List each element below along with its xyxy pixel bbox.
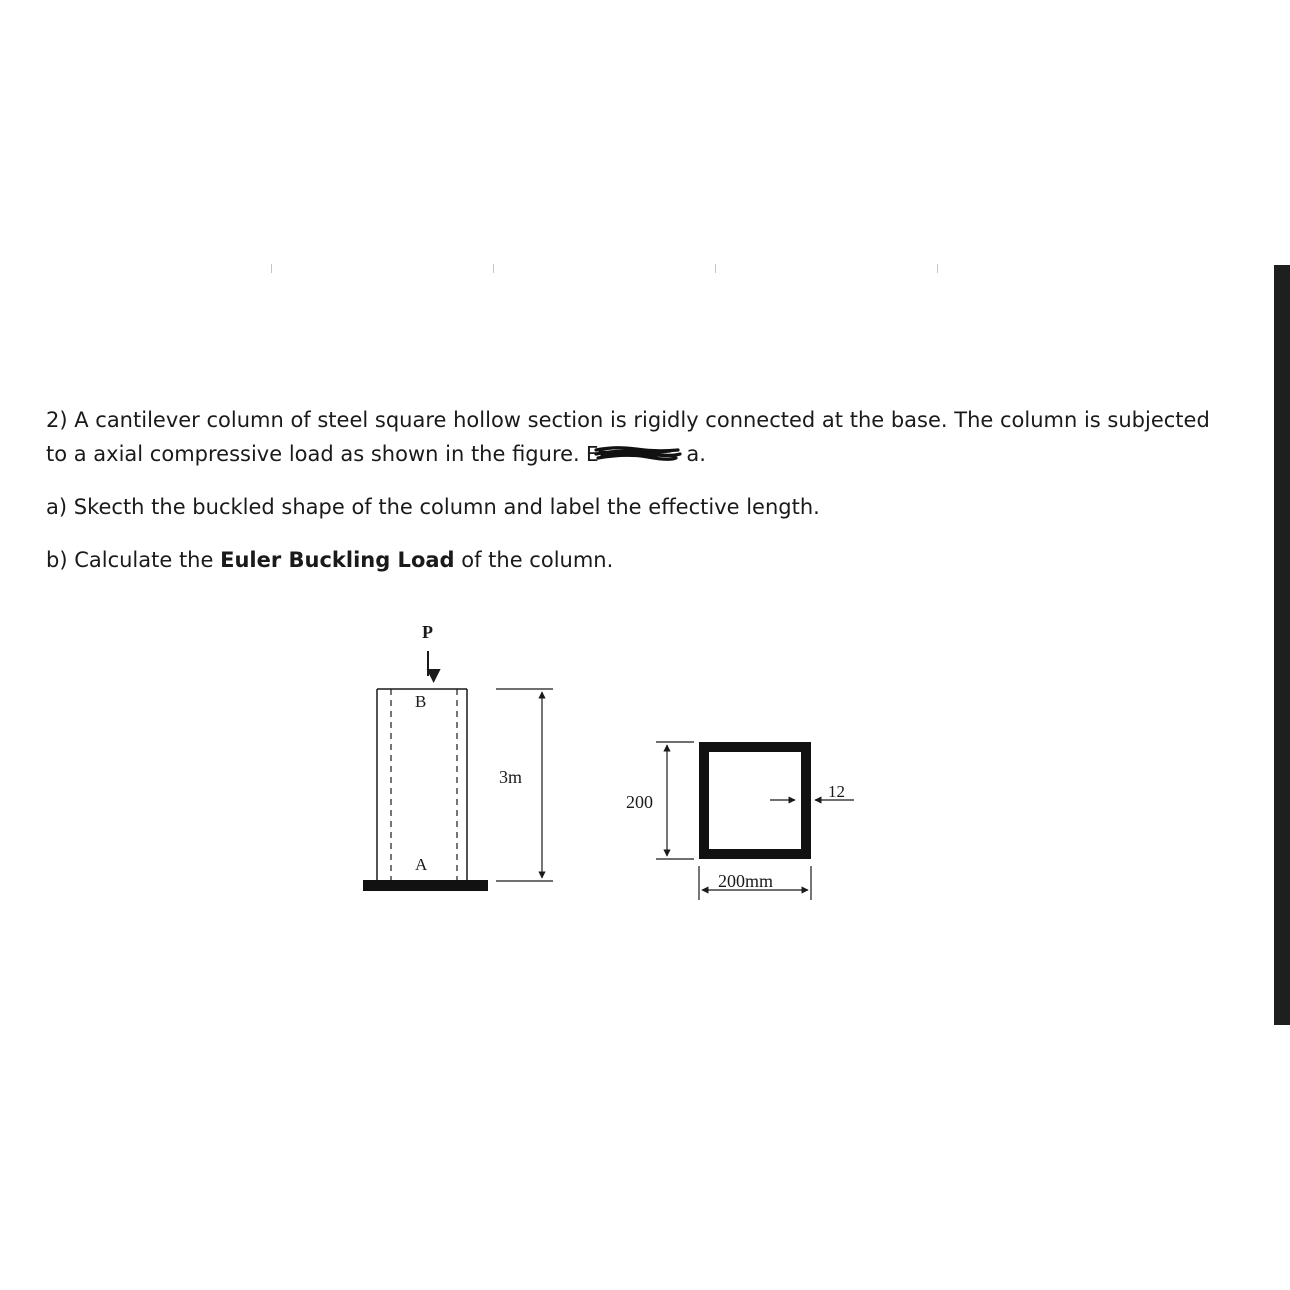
- top-label: B: [415, 692, 427, 711]
- question-intro-text: 2) A cantilever column of steel square hollow section is rigidly connected at the base. The column is subjected to a axial compressive load as shown in the figure.: [46, 408, 1210, 466]
- height-label: 3m: [499, 767, 523, 787]
- svg-text:E: E: [586, 444, 600, 464]
- bottom-label: A: [415, 855, 428, 874]
- question-intro-tail: a.: [686, 442, 706, 466]
- load-label: P: [422, 622, 433, 642]
- column: [377, 689, 467, 881]
- part-b-lead: b) Calculate the: [46, 548, 221, 572]
- thickness-label: 12: [828, 782, 845, 801]
- section-height-label: 200: [626, 792, 653, 812]
- part-b-tail: of the column.: [454, 548, 614, 572]
- section-width-label: 200mm: [718, 871, 774, 891]
- section-height-dimension: [656, 742, 694, 859]
- part-b-bold: Euler Buckling Load: [220, 548, 455, 572]
- fixed-base: [363, 880, 488, 891]
- question-part-a: a) Skecth the buckled shape of the column and label the effective length.: [46, 495, 820, 519]
